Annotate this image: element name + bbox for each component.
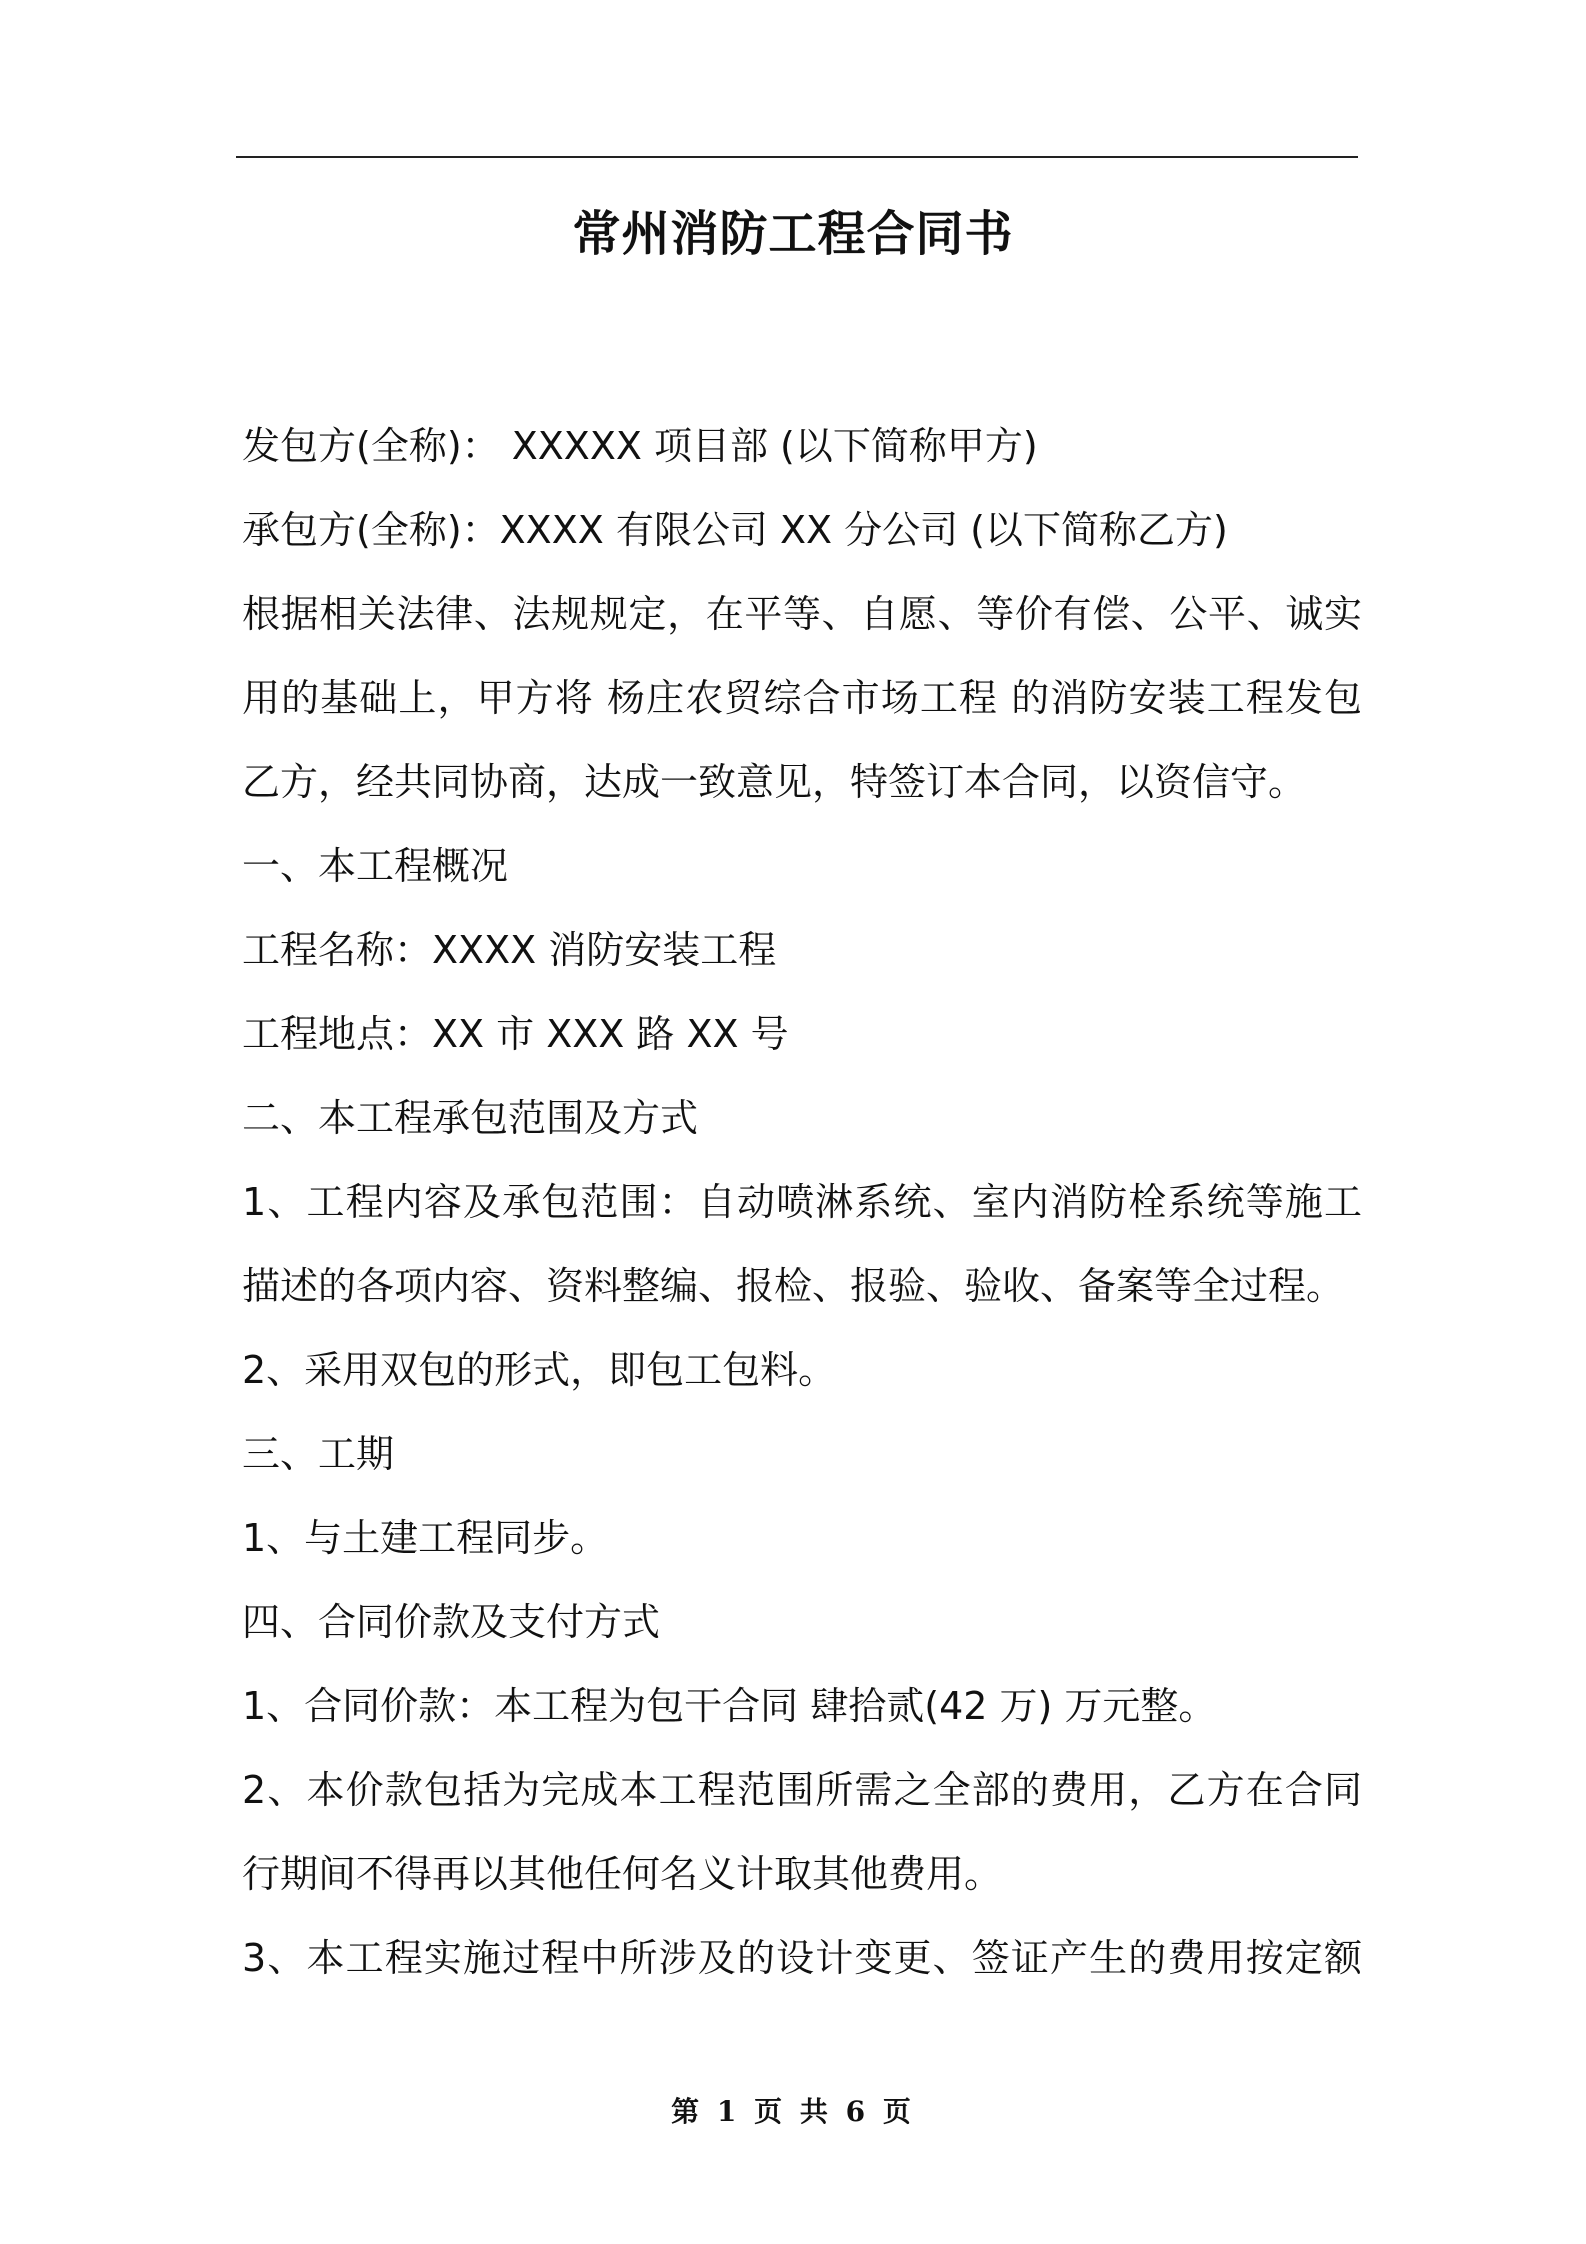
- document-title: 常州消防工程合同书: [572, 206, 1014, 262]
- text-line-scope-2: 描述的各项内容、资料整编、报检、报验、验收、备案等全过程。: [242, 1264, 1345, 1308]
- document-body: [242, 404, 1362, 2000]
- text-line-party-a: 发包方(全称)： XXXXX 项目部 (以下简称甲方): [242, 424, 1038, 468]
- text-line-preamble-1: 根据相关法律、法规规定，在平等、自愿、等价有偿、公平、诚实: [242, 592, 1362, 636]
- text-line-preamble-3: 乙方，经共同协商，达成一致意见，特签订本合同，以资信守。: [242, 760, 1307, 804]
- text-line-changes: 3、本工程实施过程中所涉及的设计变更、签证产生的费用按定额: [242, 1936, 1362, 1980]
- text-line-project-name: 工程名称：XXXX 消防安装工程: [242, 928, 777, 972]
- text-line-price: 1、合同价款：本工程为包干合同 肆拾贰(42 万) 万元整。: [242, 1684, 1217, 1728]
- text-line-party-b: 承包方(全称)：XXXX 有限公司 XX 分公司 (以下简称乙方): [242, 508, 1228, 552]
- section-heading-3: 三、工期: [242, 1432, 395, 1476]
- text-line-schedule: 1、与土建工程同步。: [242, 1516, 609, 1560]
- text-line-price-scope-2: 行期间不得再以其他任何名义计取其他费用。: [242, 1852, 1003, 1896]
- section-heading-4: 四、合同价款及支付方式: [242, 1600, 661, 1644]
- section-heading-1: 一、本工程概况: [242, 844, 509, 888]
- text-line-scope-1: 1、工程内容及承包范围：自动喷淋系统、室内消防栓系统等施工: [242, 1180, 1362, 1224]
- text-line-preamble-2: 用的基础上，甲方将 杨庄农贸综合市场工程 的消防安装工程发包: [242, 676, 1362, 720]
- section-heading-2: 二、本工程承包范围及方式: [242, 1096, 699, 1140]
- text-line-project-location: 工程地点：XX 市 XXX 路 XX 号: [242, 1012, 789, 1056]
- page-number: 第 1 页 共 6 页: [671, 2095, 915, 2128]
- header-rule: [236, 156, 1358, 158]
- text-line-price-scope-1: 2、本价款包括为完成本工程范围所需之全部的费用，乙方在合同: [242, 1768, 1362, 1812]
- text-line-contract-form: 2、采用双包的形式，即包工包料。: [242, 1348, 837, 1392]
